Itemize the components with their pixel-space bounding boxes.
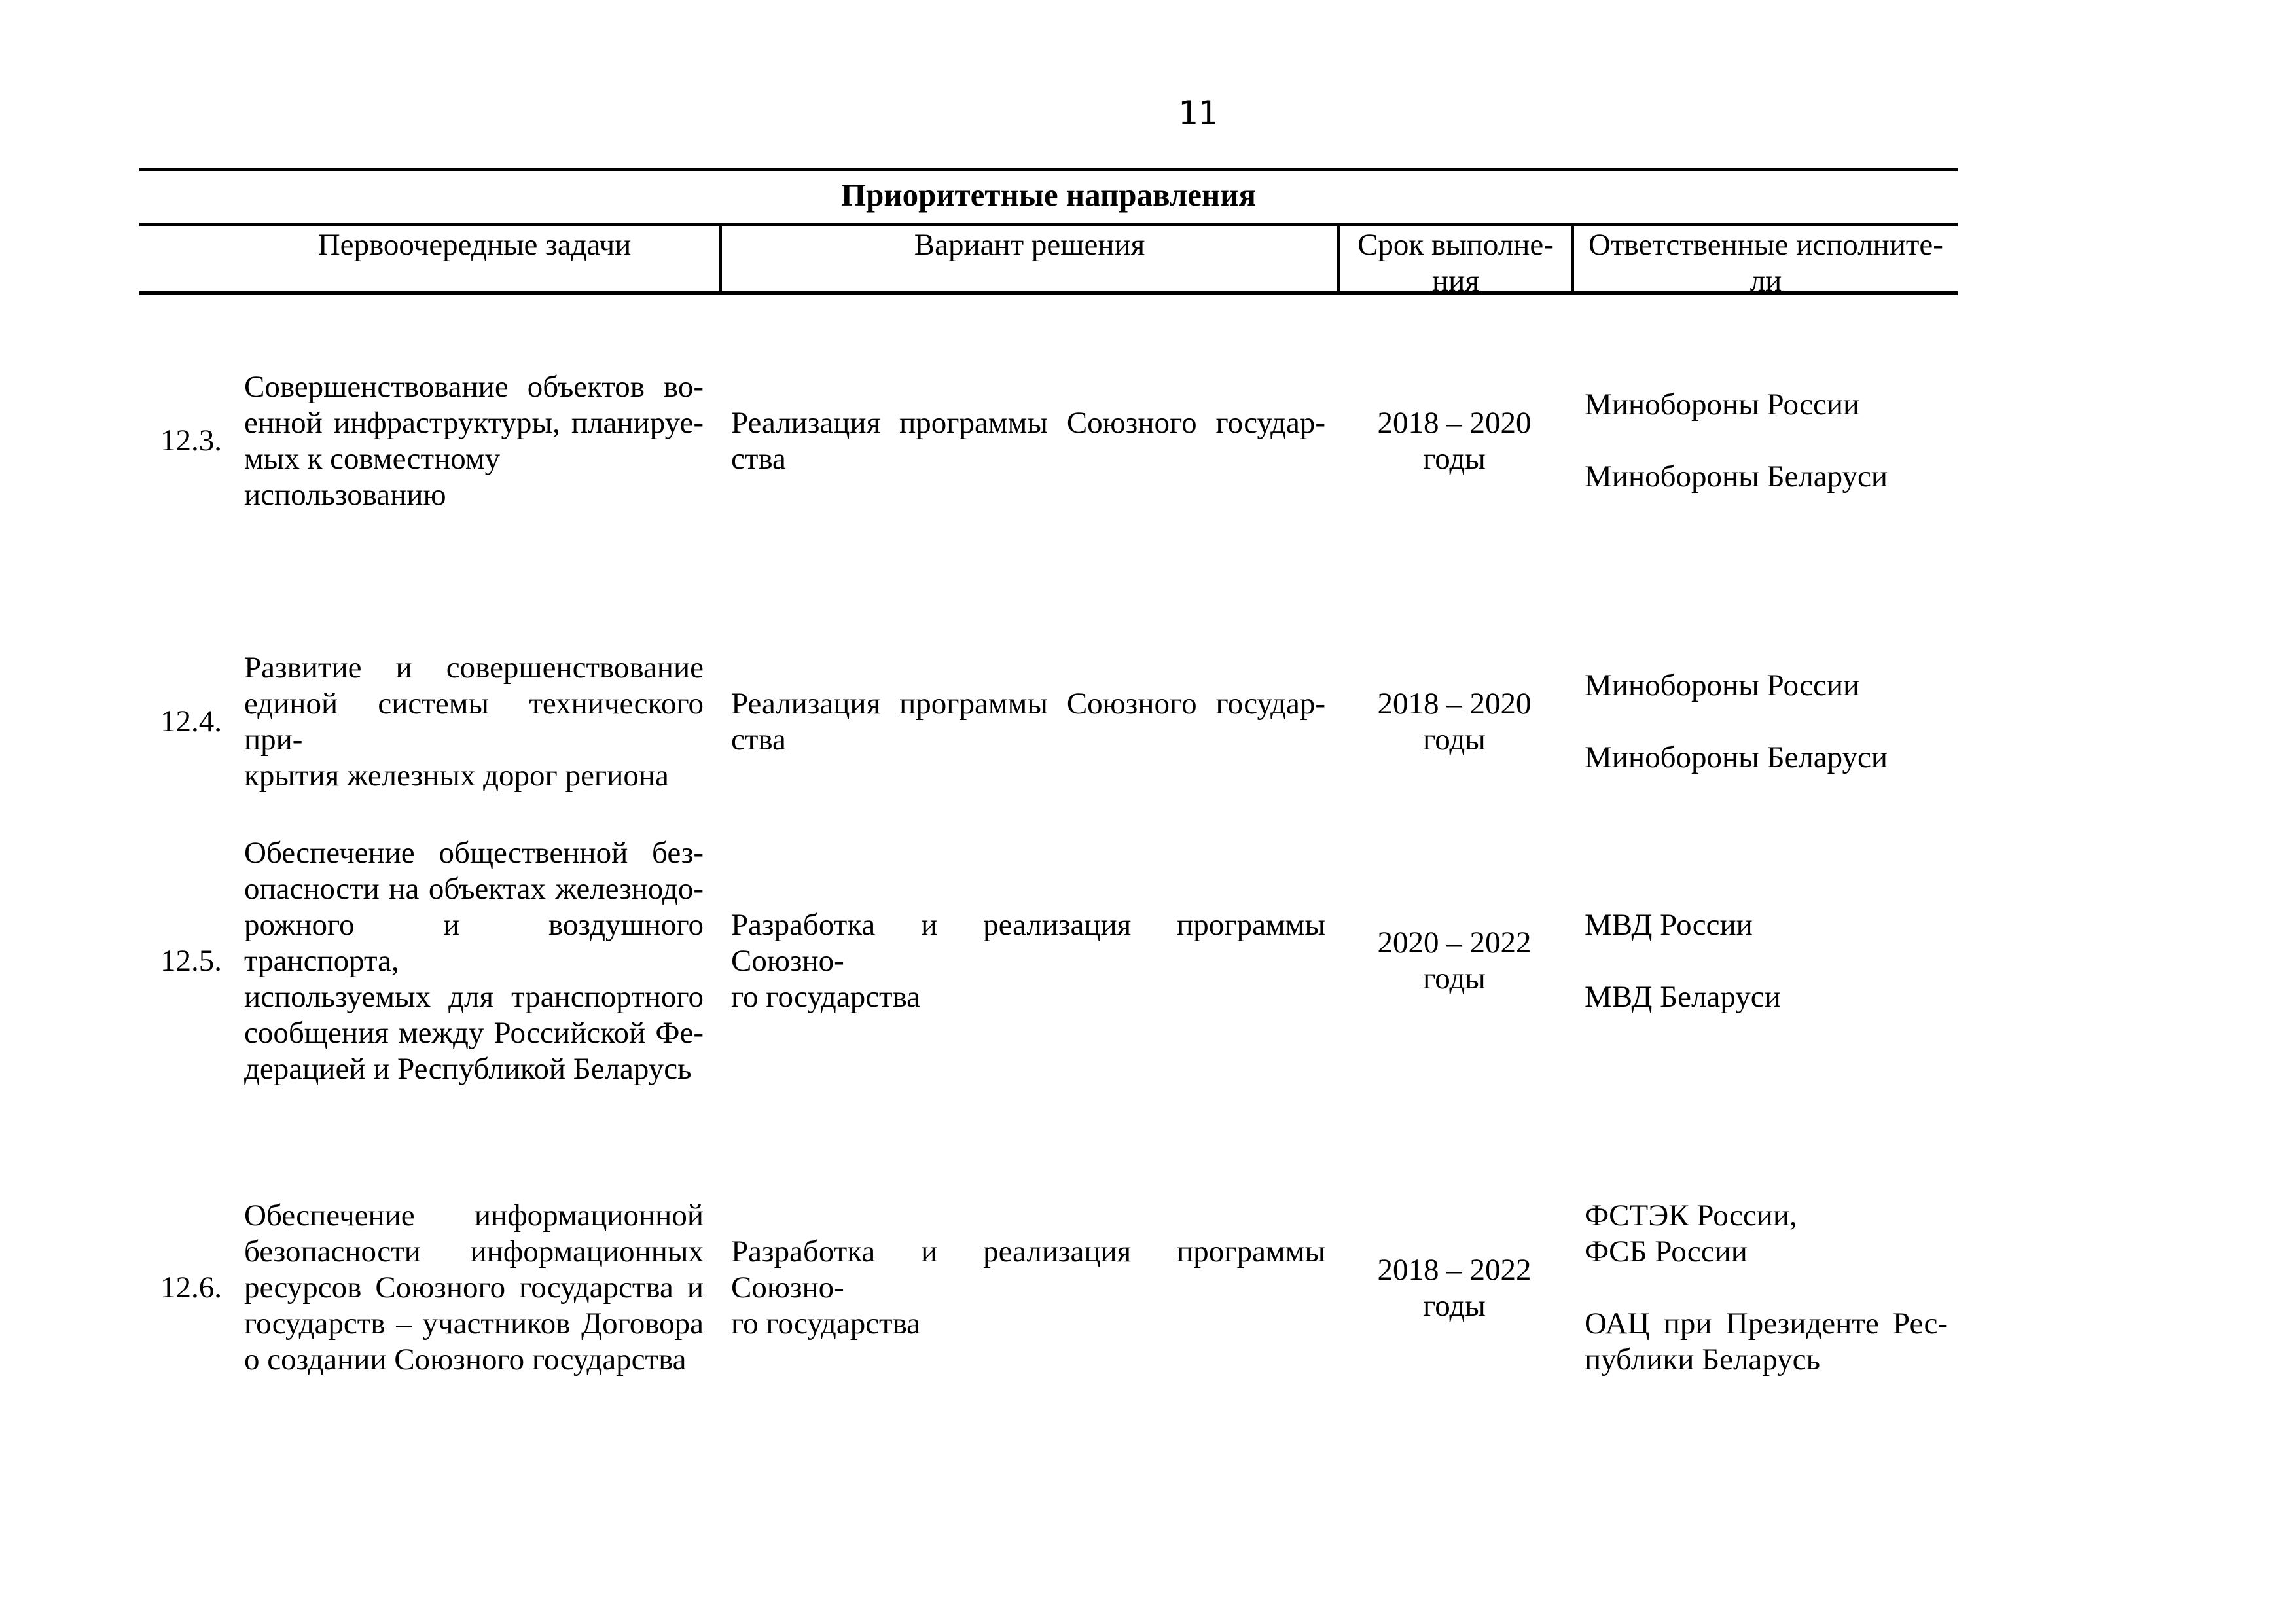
solution-cell	[719, 405, 1337, 477]
row-number: 12.4.	[160, 704, 222, 738]
header-line: Первоочередные задачи	[317, 228, 632, 262]
executors-text	[1585, 387, 1948, 495]
table-header-row	[139, 223, 1958, 298]
task-line: енной инфраструктуры, планируе-	[244, 405, 704, 440]
term-line: годы	[1423, 722, 1486, 757]
executor-line	[1585, 1270, 1948, 1306]
task-cell	[139, 835, 719, 1087]
solution-line: ства	[731, 441, 786, 476]
solution-text	[731, 686, 1325, 758]
term-line: 2020 – 2022	[1377, 926, 1532, 960]
task-text	[244, 1198, 704, 1378]
task-line: единой системы технического при-	[244, 686, 704, 757]
executor-line	[1585, 943, 1948, 979]
header-line: ли	[1749, 264, 1782, 298]
executor-line: ОАЦ при Президенте Рес-	[1585, 1307, 1948, 1341]
term-line: годы	[1423, 441, 1486, 476]
page-number: 11	[1177, 94, 1218, 132]
solution-cell	[719, 686, 1337, 758]
solution-cell	[719, 1234, 1337, 1342]
task-line: Обеспечение общественной без-	[244, 835, 704, 870]
term-line: 2018 – 2020	[1377, 405, 1532, 440]
table-row	[139, 1198, 1958, 1378]
solution-line: го государства	[731, 979, 921, 1014]
term-cell	[1337, 1252, 1571, 1324]
executor-line	[1585, 423, 1948, 459]
executor-line	[1585, 704, 1948, 740]
task-line: ресурсов Союзного государства и	[244, 1271, 704, 1305]
task-line: дерацией и Республикой Беларусь	[244, 1051, 692, 1086]
executor-line: Минобороны Беларуси	[1585, 460, 1888, 494]
solution-line: Реализация программы Союзного государ-	[731, 686, 1325, 721]
task-line: крытия железных дорог региона	[244, 758, 669, 793]
task-cell	[139, 1198, 719, 1378]
task-line: мых к совместному использованию	[244, 441, 501, 512]
header-line: Вариант решения	[914, 228, 1145, 262]
term-cell	[1337, 925, 1571, 997]
row-number: 12.5.	[160, 943, 222, 978]
header-tasks	[139, 226, 719, 291]
table-title: Приоритетные направления	[840, 177, 1257, 213]
solution-cell	[719, 907, 1337, 1015]
task-text	[244, 650, 704, 794]
table-row	[139, 369, 1958, 512]
executors-cell	[1571, 1198, 1958, 1378]
task-text	[244, 369, 704, 513]
task-line: сообщения между Российской Фе-	[244, 1015, 704, 1050]
term-line: 2018 – 2020	[1377, 686, 1532, 721]
solution-line: Разработка и реализация программы Союзно-	[731, 1235, 1325, 1305]
task-line: о создании Союзного государства	[244, 1343, 687, 1377]
solution-line: Разработка и реализация программы Союзно-	[731, 907, 1325, 978]
header-solution	[719, 226, 1337, 291]
term-cell	[1337, 405, 1571, 477]
header-executors	[1571, 226, 1958, 298]
task-line: Развитие и совершенствование	[244, 650, 704, 685]
executor-line: МВД Беларуси	[1585, 979, 1781, 1014]
task-cell	[139, 369, 719, 513]
executor-line: Минобороны Беларуси	[1585, 740, 1888, 774]
solution-line: ства	[731, 722, 786, 757]
row-number: 12.6.	[160, 1271, 222, 1305]
term-line: годы	[1423, 962, 1486, 996]
solution-line: Реализация программы Союзного государ-	[731, 405, 1325, 440]
executor-line: публики Беларусь	[1585, 1343, 1820, 1377]
task-line: Обеспечение информационной	[244, 1199, 704, 1233]
executor-line: ФСБ России	[1585, 1235, 1748, 1269]
term-line: годы	[1423, 1288, 1486, 1323]
task-line: рожного и воздушного транспорта,	[244, 907, 704, 978]
term-cell	[1337, 686, 1571, 758]
task-line: Совершенствование объектов во-	[244, 369, 704, 404]
header-line: ния	[1432, 264, 1479, 298]
executors-text	[1585, 1198, 1948, 1378]
row-number: 12.3.	[160, 424, 222, 458]
term-line: 2018 – 2022	[1377, 1252, 1532, 1287]
executors-text	[1585, 907, 1948, 1015]
executors-cell	[1571, 387, 1958, 495]
solution-text	[731, 907, 1325, 1015]
task-line: используемых для транспортного	[244, 979, 704, 1014]
executors-text	[1585, 668, 1948, 776]
table-row	[139, 650, 1958, 793]
task-line: безопасности информационных	[244, 1235, 704, 1269]
solution-text	[731, 1234, 1325, 1342]
task-line: государств – участников Договора	[244, 1307, 704, 1341]
table-top-rule	[139, 168, 1958, 171]
executors-cell	[1571, 907, 1958, 1015]
task-line: опасности на объектах железнодо-	[244, 871, 704, 906]
executors-cell	[1571, 668, 1958, 776]
task-text	[244, 835, 704, 1087]
executor-line: Минобороны России	[1585, 668, 1860, 702]
executor-line: ФСТЭК России,	[1585, 1199, 1797, 1233]
header-term	[1337, 226, 1571, 298]
header-line: Ответственные исполните-	[1588, 228, 1943, 262]
solution-text	[731, 405, 1325, 477]
task-cell	[139, 650, 719, 794]
header-line: Срок выполне-	[1357, 228, 1554, 262]
executor-line: МВД России	[1585, 907, 1753, 942]
solution-line: го государства	[731, 1307, 921, 1341]
table-row	[139, 835, 1958, 1086]
executor-line: Минобороны России	[1585, 388, 1860, 422]
